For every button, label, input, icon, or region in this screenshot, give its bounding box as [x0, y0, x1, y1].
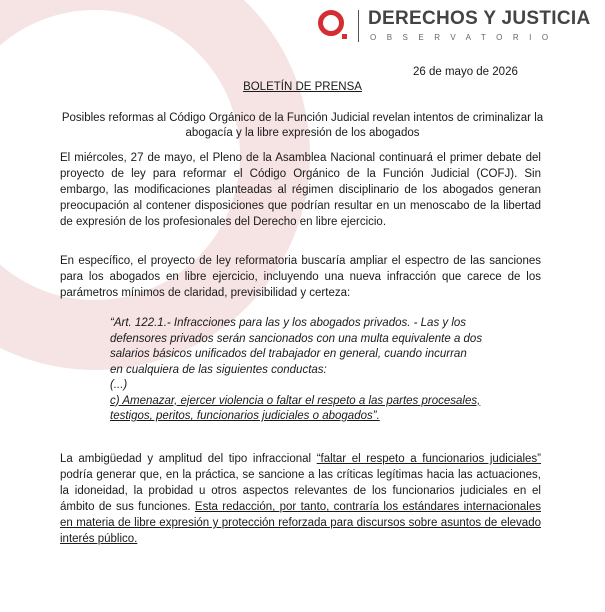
paragraph-1: El miércoles, 27 de mayo, el Pleno de la Asamblea Nacional continuará el primer debate del proyecto de ley para reformar el Código Orgánico de la Función Judicial (COFJ). Sin embargo, las modificaciones planteadas al régimen disciplinario de los abogados generan preocupación al contener disposiciones que podrían resultar en un menoscabo de la libertad de expresión de los profesionales del Derecho en libre ejercicio. [60, 152, 541, 228]
quote-line: salarios básicos unificados del trabajador en general, cuando incurran [110, 348, 467, 360]
logo [318, 8, 600, 48]
quote-line-underlined: c) Amenazar, ejercer violencia o faltar el respeto a las partes procesales, [110, 394, 481, 407]
quote-line: “Art. 122.1.- Infracciones para las y los abogados privados. - Las y los [110, 317, 467, 329]
quote-line: defensores privados serán sancionados con una multa equivalente a dos [110, 332, 483, 345]
quote-line-underlined: testigos, peritos, funcionarios judiciales o abogados”. [110, 410, 380, 422]
quote-line: en cualquiera de las siguientes conductas: [110, 363, 327, 376]
bulletin-title-text: BOLETÍN DE PRENSA [243, 81, 362, 93]
headline: Posibles reformas al Código Orgánico de la Función Judicial revelan intentos de criminalizar la abogacía y la libre expresión de los abogados [61, 112, 544, 139]
quote-line: (...) [110, 379, 128, 391]
paragraph-2: En específico, el proyecto de ley reformatoria buscaría ampliar el espectro de las sanciones para los abogados en libre ejercicio, incluyendo una nueva infracción que carece de los parámetros mínimos de claridad, previsibilidad y certeza: [60, 255, 541, 299]
logo-title: DERECHOS Y JUSTICIA [368, 8, 591, 29]
bulletin-title [0, 81, 605, 93]
document-date: 26 de mayo de 2026 [413, 66, 518, 78]
paragraph-4 [60, 451, 541, 547]
logo-dot-icon [342, 34, 347, 39]
logo-divider [358, 10, 359, 42]
paragraph-4-part1: La ambigüedad y amplitud del tipo infraccional [60, 453, 317, 465]
logo-subtitle: OBSERVATORIO [370, 33, 559, 42]
article-quote [110, 316, 500, 425]
paragraph-4-part3: podría generar que, en la práctica, se sancione a las críticas legítimas hacia las actuaciones, la idoneidad, la probidad u otros aspectos relevantes de los funcionarios judiciales en el ámbito de sus funciones. [60, 469, 541, 513]
paragraph-4-conclusion: Esta redacción, por tanto, contraría los estándares internacionales en materia de libre expresión y protección reforzada para discursos sobre asuntos de elevado interés público. [60, 501, 541, 545]
logo-circle-icon [318, 10, 344, 36]
paragraph-4-quoted-term: “faltar el respeto a funcionarios judiciales” [316, 453, 542, 465]
